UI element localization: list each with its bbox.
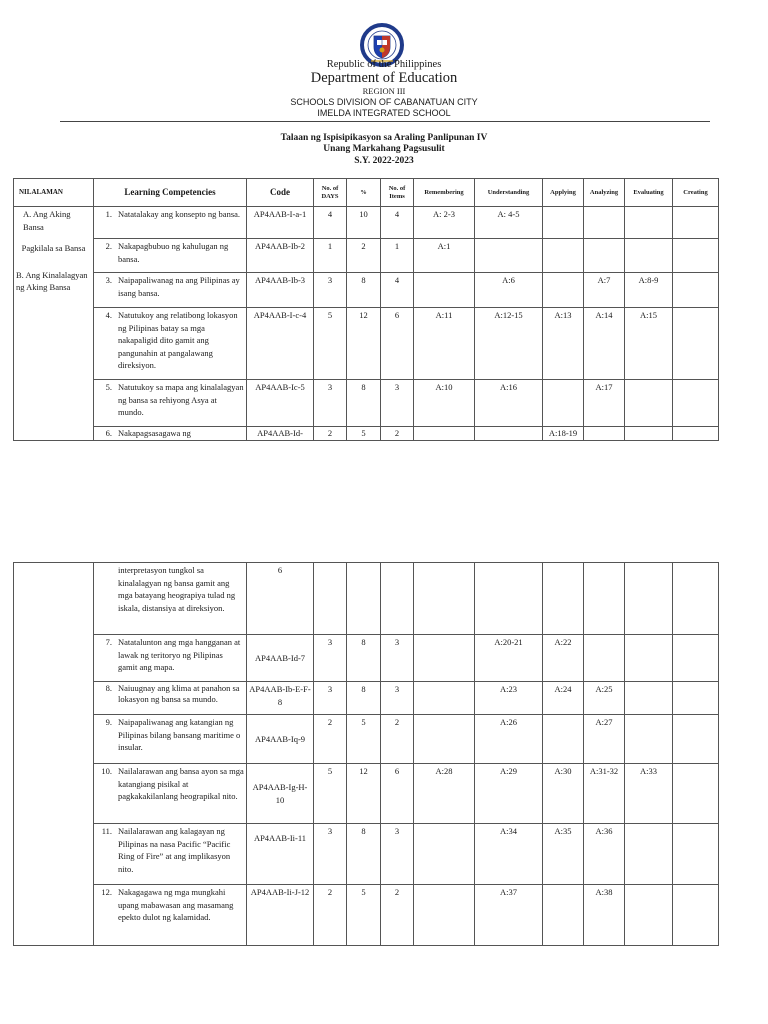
days-cell: 2 [314,715,347,764]
competency-text: Nakapagsasagawa ng [118,428,191,438]
understanding-cell [475,239,543,273]
school-name: IMELDA INTEGRATED SCHOOL [317,108,451,118]
creating-cell [673,563,719,635]
division-name: SCHOOLS DIVISION OF CABANATUAN CITY [290,97,478,107]
understanding-cell [475,427,543,441]
evaluating-cell [625,824,673,885]
days-cell [314,563,347,635]
code-cell: AP4AAB-Ib-E-F-8 [247,682,314,715]
specification-table-part-2 [13,562,719,946]
competency-cell [94,380,247,427]
percent-cell: 8 [347,682,381,715]
understanding-cell: A:23 [475,682,543,715]
nilalaman-topic-a: A. Ang Aking Bansa [23,209,71,232]
items-cell: 2 [381,427,414,441]
creating-cell [673,207,719,239]
evaluating-cell [625,715,673,764]
understanding-cell: A:37 [475,885,543,946]
code-cell: AP4AAB-Id-7 [247,635,314,682]
days-cell: 5 [314,308,347,380]
column-header-creating: Creating [673,179,719,207]
analyzing-cell: A:31-32 [584,764,625,824]
competency-text: Nakapagbubuo ng kahulugan ng bansa. [118,241,229,264]
column-header-days: No. of DAYS [314,179,347,207]
competency-text: interpretasyon tungkol sa kinalalagyan ng bansa gamit ang mga batayang heograpiya tulad ng iskala, distansiya at direksiyon. [118,565,236,613]
applying-cell: A:13 [543,308,584,380]
creating-cell [673,824,719,885]
applying-cell [543,380,584,427]
applying-cell: A:35 [543,824,584,885]
table-row [14,308,719,380]
table-row [14,273,719,308]
column-header-evaluating: Evaluating [625,179,673,207]
understanding-cell: A:29 [475,764,543,824]
days-cell: 3 [314,635,347,682]
competency-cell [94,563,247,635]
percent-cell: 8 [347,824,381,885]
understanding-cell: A:12-15 [475,308,543,380]
competency-number: 8. [105,683,112,693]
code-cell: AP4AAB-Id- [247,427,314,441]
competency-cell [94,207,247,239]
competency-number: 1. [105,209,112,219]
competency-number: 4. [105,310,112,320]
table-row [14,635,719,682]
days-cell: 3 [314,380,347,427]
competency-number: 2. [105,241,112,251]
creating-cell [673,427,719,441]
analyzing-cell: A:7 [584,273,625,308]
competency-number: 5. [105,382,112,392]
evaluating-cell [625,207,673,239]
items-cell: 6 [381,764,414,824]
competency-cell [94,308,247,380]
competency-number: 6. [105,428,112,438]
creating-cell [673,885,719,946]
table-row [14,682,719,715]
column-header-code: Code [247,179,314,207]
code-cell: AP4AAB-Iq-9 [247,715,314,764]
applying-cell [543,563,584,635]
remembering-cell [414,635,475,682]
code-cell: AP4AAB-I-c-4 [247,308,314,380]
nilalaman-topic-b: B. Ang Kinalalagyan ng Aking Bansa [16,269,88,292]
remembering-cell [414,563,475,635]
department-name: Department of Education [310,70,458,86]
evaluating-cell [625,635,673,682]
percent-cell: 12 [347,764,381,824]
items-cell: 4 [381,273,414,308]
percent-cell [347,563,381,635]
analyzing-cell: A:14 [584,308,625,380]
competency-number: 12. [101,887,112,897]
evaluating-cell [625,239,673,273]
percent-cell: 5 [347,715,381,764]
evaluating-cell: A:8-9 [625,273,673,308]
analyzing-cell: A:38 [584,885,625,946]
code-cell: AP4AAB-Ig-H-10 [247,764,314,824]
remembering-cell [414,273,475,308]
column-header-nilalaman: NILALAMAN [14,179,94,207]
days-cell: 2 [314,427,347,441]
percent-cell: 8 [347,273,381,308]
percent-cell: 12 [347,308,381,380]
competency-text: Nailalarawan ang bansa ayon sa mga katangiang pisikal at pagkakakilanlang heograpikal nito. [118,766,244,801]
column-header-remembering: Remembering [414,179,475,207]
days-cell: 3 [314,682,347,715]
days-cell: 4 [314,207,347,239]
column-header-applying: Applying [543,179,584,207]
code-cell: AP4AAB-I-a-1 [247,207,314,239]
understanding-cell: A:20-21 [475,635,543,682]
analyzing-cell: A:25 [584,682,625,715]
percent-cell: 5 [347,885,381,946]
nilalaman-cell [14,563,94,946]
understanding-cell: A: 4-5 [475,207,543,239]
competency-text: Natutukoy sa mapa ang kinalalagyan ng bansa sa rehiyong Asya at mundo. [118,382,244,417]
remembering-cell [414,682,475,715]
days-cell: 3 [314,273,347,308]
applying-cell: A:30 [543,764,584,824]
percent-cell: 2 [347,239,381,273]
region-label: REGION III [362,86,406,96]
days-cell: 3 [314,824,347,885]
understanding-cell [475,563,543,635]
column-header-analyzing: Analyzing [584,179,625,207]
remembering-cell: A:1 [414,239,475,273]
items-cell: 3 [381,824,414,885]
competency-text: Naipapaliwanag na ang Pilipinas ay isang bansa. [118,275,240,298]
analyzing-cell: A:17 [584,380,625,427]
code-cell: AP4AAB-Ii-J-12 [247,885,314,946]
header-divider [60,121,710,122]
analyzing-cell [584,207,625,239]
creating-cell [673,715,719,764]
analyzing-cell [584,635,625,682]
items-cell: 3 [381,682,414,715]
analyzing-cell: A:36 [584,824,625,885]
applying-cell [543,207,584,239]
table-row [14,239,719,273]
competency-cell [94,824,247,885]
table-header-row [14,179,719,207]
code-cell: AP4AAB-Ib-3 [247,273,314,308]
creating-cell [673,682,719,715]
competency-cell [94,635,247,682]
applying-cell [543,273,584,308]
competency-text: Naipapaliwanag ang katangian ng Pilipinas bilang bansang maritime o insular. [118,717,241,752]
items-cell: 6 [381,308,414,380]
column-header-understanding: Understanding [475,179,543,207]
analyzing-cell [584,563,625,635]
creating-cell [673,239,719,273]
code-cell: AP4AAB-Ii-11 [247,824,314,885]
competency-text: Naiuugnay ang klima at panahon sa lokasyon ng bansa sa mundo. [118,683,240,704]
percent-cell: 5 [347,427,381,441]
table-row [14,563,719,635]
understanding-cell: A:6 [475,273,543,308]
items-cell: 3 [381,380,414,427]
creating-cell [673,308,719,380]
table-row [14,885,719,946]
understanding-cell: A:16 [475,380,543,427]
table-row [14,427,719,441]
days-cell: 1 [314,239,347,273]
remembering-cell: A: 2-3 [414,207,475,239]
remembering-cell [414,824,475,885]
applying-cell: A:18-19 [543,427,584,441]
table-row [14,380,719,427]
code-cell: AP4AAB-Ib-2 [247,239,314,273]
remembering-cell [414,885,475,946]
applying-cell: A:22 [543,635,584,682]
table-row [14,207,719,239]
items-cell [381,563,414,635]
competency-number: 3. [105,275,112,285]
competency-number: 9. [105,717,112,727]
remembering-cell [414,427,475,441]
competency-cell [94,239,247,273]
creating-cell [673,764,719,824]
percent-cell: 10 [347,207,381,239]
creating-cell [673,273,719,308]
evaluating-cell [625,563,673,635]
competency-number: 7. [105,637,112,647]
remembering-cell: A:11 [414,308,475,380]
competency-cell [94,764,247,824]
creating-cell [673,635,719,682]
code-cell: AP4AAB-Ic-5 [247,380,314,427]
competency-text: Natatalakay ang konsepto ng bansa. [118,209,241,219]
evaluating-cell [625,380,673,427]
competency-text: Natatalunton ang mga hangganan at lawak ng teritoryo ng Pilipinas gamit ang mapa. [118,637,241,672]
table-row [14,764,719,824]
nilalaman-subtopic: Pagkilala sa Bansa [21,243,86,253]
document-title: Talaan ng Ispisipikasyon sa Araling Panlipunan IV [280,133,488,143]
understanding-cell: A:34 [475,824,543,885]
evaluating-cell [625,885,673,946]
document-subtitle: Unang Markahang Pagsusulit [323,144,445,154]
applying-cell [543,239,584,273]
days-cell: 2 [314,885,347,946]
items-cell: 4 [381,207,414,239]
items-cell: 1 [381,239,414,273]
evaluating-cell: A:33 [625,764,673,824]
evaluating-cell [625,682,673,715]
items-cell: 3 [381,635,414,682]
percent-cell: 8 [347,380,381,427]
competency-text: Nakagagawa ng mga mungkahi upang mabawasan ang masamang epekto dulot ng kalamidad. [118,887,234,922]
percent-cell: 8 [347,635,381,682]
competency-number: 10. [101,766,112,776]
competency-cell [94,273,247,308]
competency-number: 11. [101,826,112,836]
remembering-cell: A:28 [414,764,475,824]
nilalaman-cell [14,207,94,441]
table-row [14,715,719,764]
days-cell: 5 [314,764,347,824]
competency-text: Natutukoy ang relatibong lokasyon ng Pilipinas batay sa mga nakapaligid dito gamit ang pangunahin at pangalawang direksiyon. [118,310,238,370]
evaluating-cell: A:15 [625,308,673,380]
column-header-items: No. of Items [381,179,414,207]
applying-cell: A:24 [543,682,584,715]
republic-label: Republic of the Philippines [326,59,442,70]
remembering-cell [414,715,475,764]
evaluating-cell [625,427,673,441]
competency-cell [94,682,247,715]
items-cell: 2 [381,885,414,946]
table-row [14,824,719,885]
applying-cell [543,715,584,764]
competency-cell [94,715,247,764]
column-header-competencies: Learning Competencies [94,179,247,207]
analyzing-cell [584,239,625,273]
creating-cell [673,380,719,427]
competency-cell [94,885,247,946]
items-cell: 2 [381,715,414,764]
specification-table-part-1 [13,178,719,441]
competency-cell [94,427,247,441]
code-cell: 6 [247,563,314,635]
competency-text: Nailalarawan ang kalagayan ng Pilipinas na nasa Pacific “Pacific Ring of Fire” at ang implikasyon nito. [118,826,231,874]
applying-cell [543,885,584,946]
understanding-cell: A:26 [475,715,543,764]
remembering-cell: A:10 [414,380,475,427]
column-header-percent: % [347,179,381,207]
analyzing-cell [584,427,625,441]
analyzing-cell: A:27 [584,715,625,764]
school-year: S.Y. 2022-2023 [354,156,414,166]
